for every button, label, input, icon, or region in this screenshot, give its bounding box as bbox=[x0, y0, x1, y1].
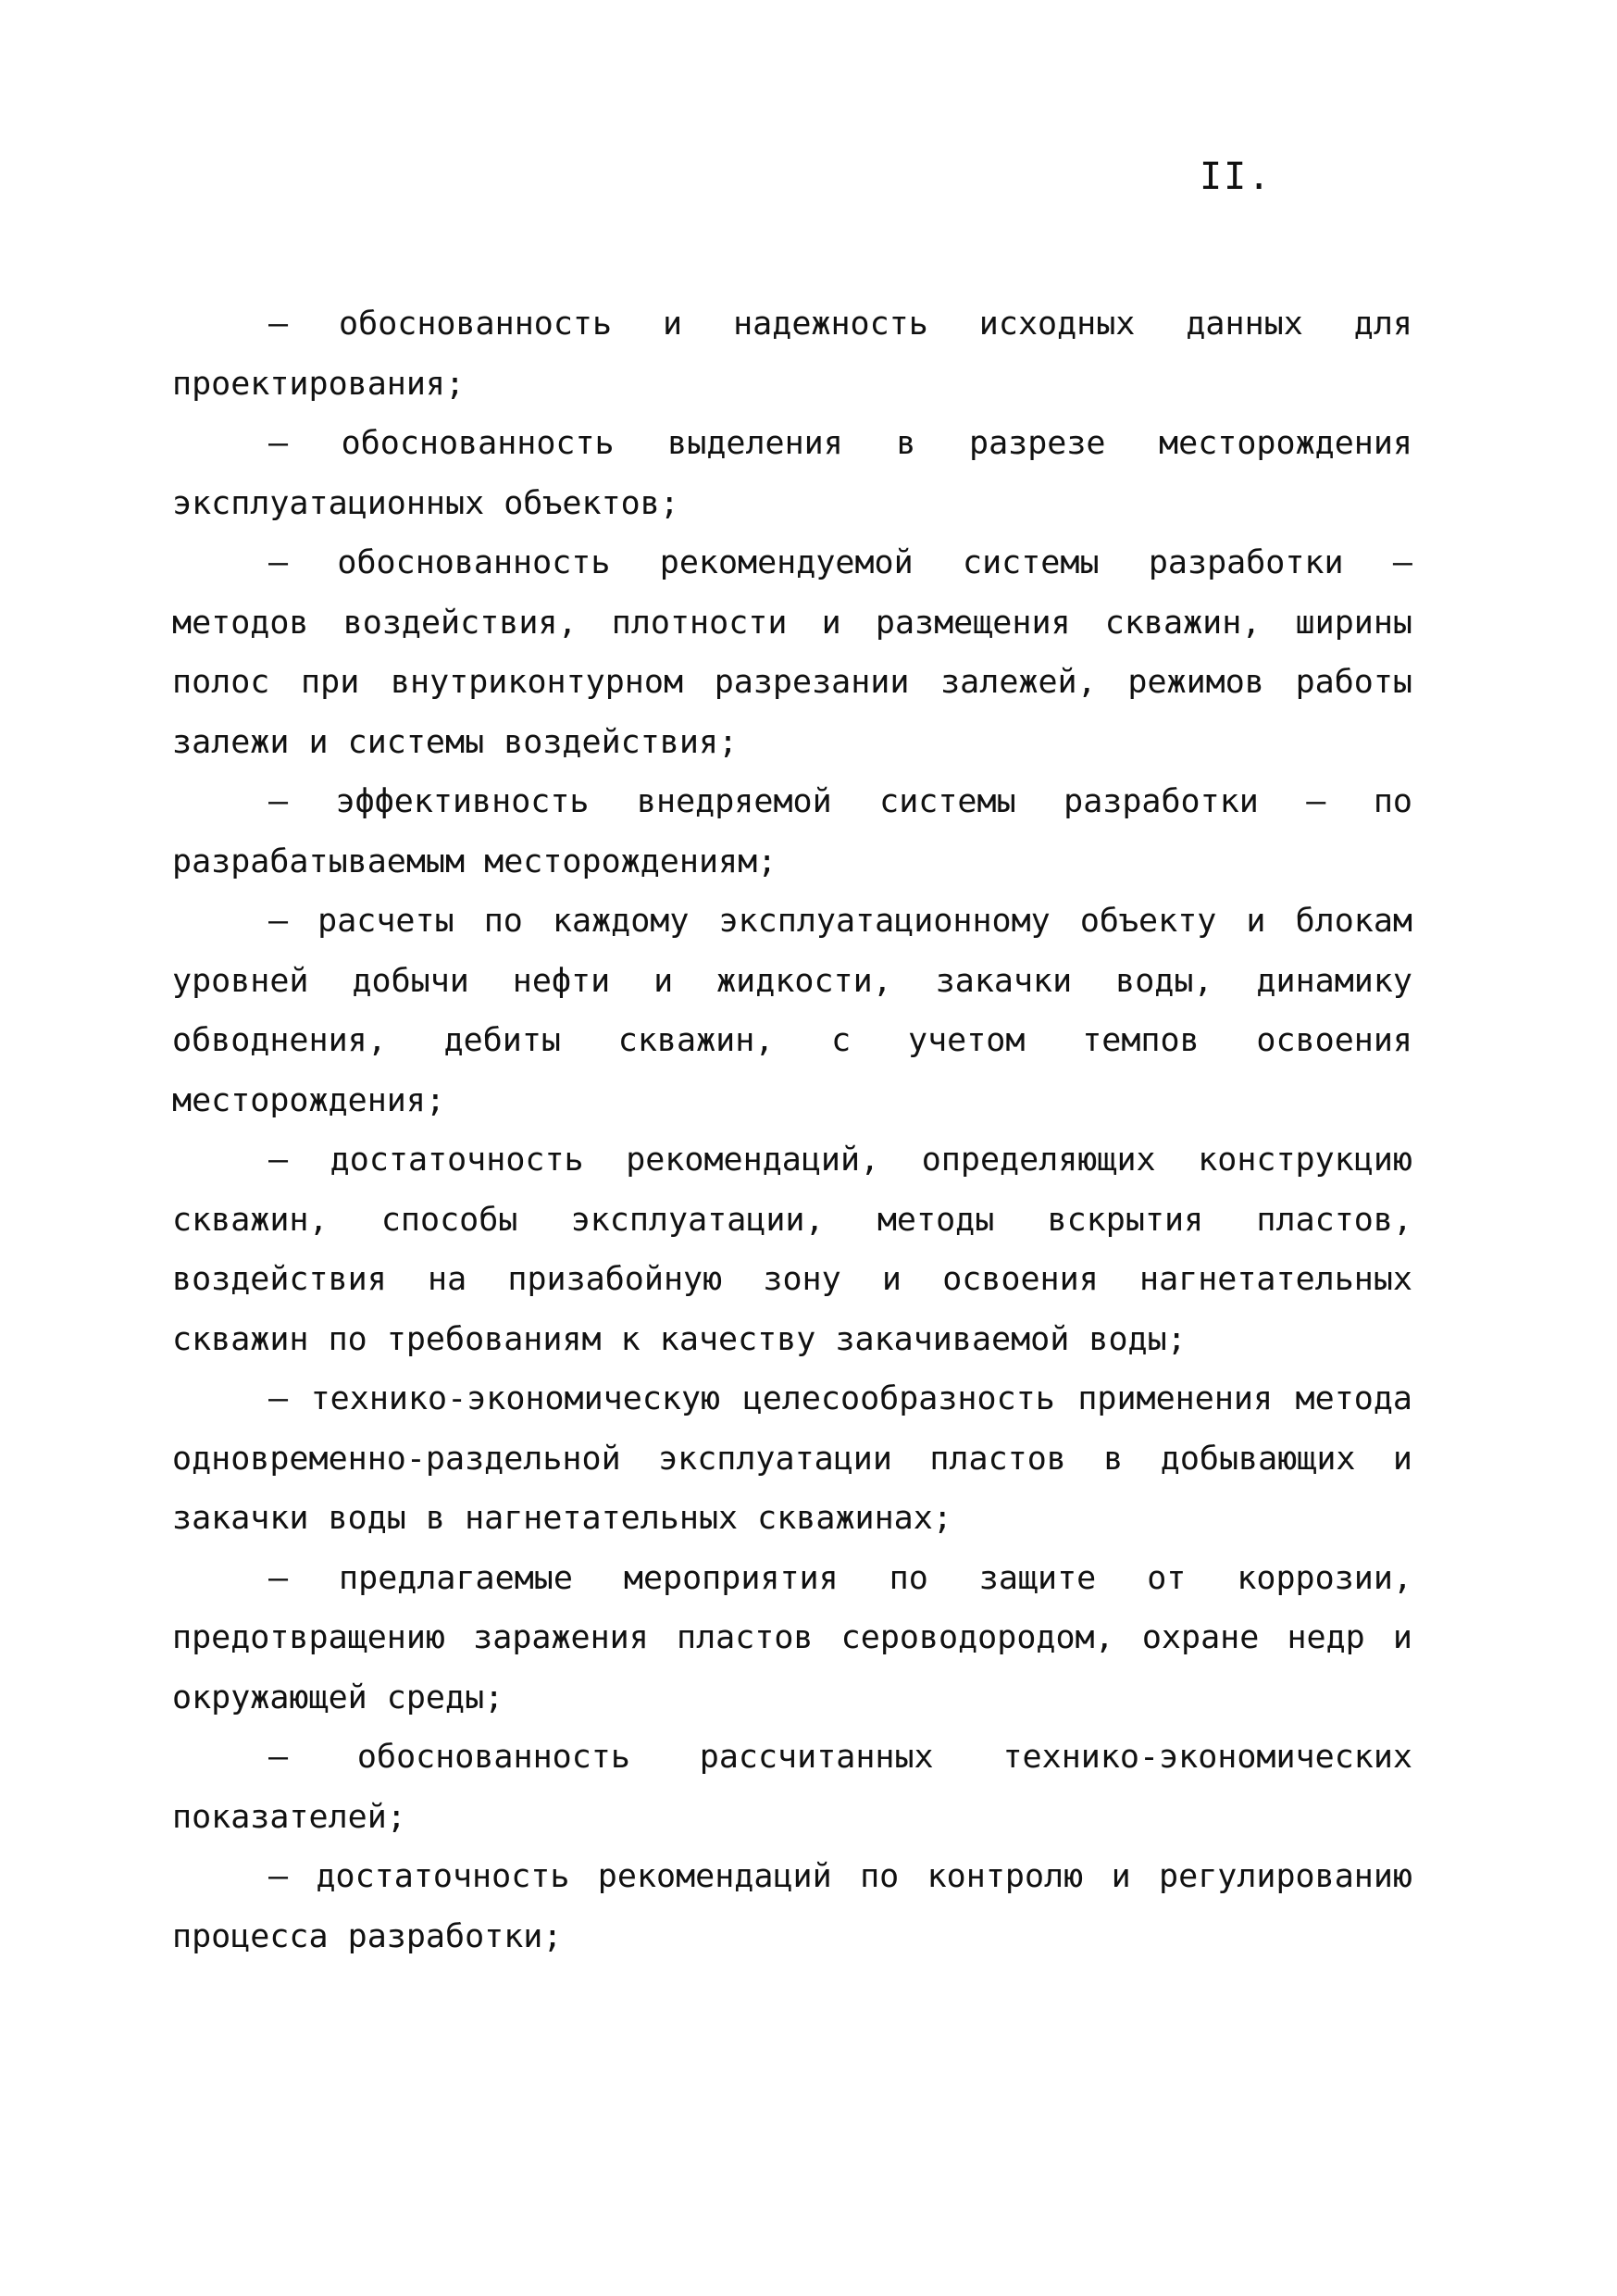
list-item: – расчеты по каждому эксплуатационному объекту и блокам уровней добычи нефти и жидкости, закачки воды, динамику обводнения, дебиты скважин, с учетом темпов освоения месторождения; bbox=[172, 903, 1412, 1119]
list-item: – технико-экономическую целесообразность применения метода одновременно-раздельной эксплуатации пластов в добывающих и закачки воды в нагнетательных скважинах; bbox=[172, 1380, 1412, 1537]
list-item: – достаточность рекомендаций, определяющих конструкцию скважин, способы эксплуатации, методы вскрытия пластов, воздействия на призабойную зону и освоения нагнетательных скважин по требованиям к качеству закачиваемой воды; bbox=[172, 1142, 1412, 1358]
page-number: II. bbox=[1200, 156, 1273, 198]
list-item: – предлагаемые мероприятия по защите от коррозии, предотвращению заражения пластов сероводородом, охране недр и окружающей среды; bbox=[172, 1559, 1412, 1716]
list-item: – эффективность внедряемой системы разработки – по разрабатываемым месторождениям; bbox=[172, 783, 1412, 880]
requirements-list bbox=[172, 294, 1412, 1966]
list-item: – достаточность рекомендаций по контролю и регулированию процесса разработки; bbox=[172, 1858, 1412, 1955]
list-item: – обоснованность рассчитанных технико-экономических показателей; bbox=[172, 1739, 1412, 1836]
list-item: – обоснованность рекомендуемой системы разработки – методов воздействия, плотности и размещения скважин, ширины полос при внутриконтурном разрезании залежей, режимов работы залежи и системы воздействия; bbox=[172, 544, 1412, 761]
list-item: – обоснованность выделения в разрезе месторождения эксплуатационных объектов; bbox=[172, 425, 1412, 522]
list-item: – обоснованность и надежность исходных данных для проектирования; bbox=[172, 306, 1412, 403]
